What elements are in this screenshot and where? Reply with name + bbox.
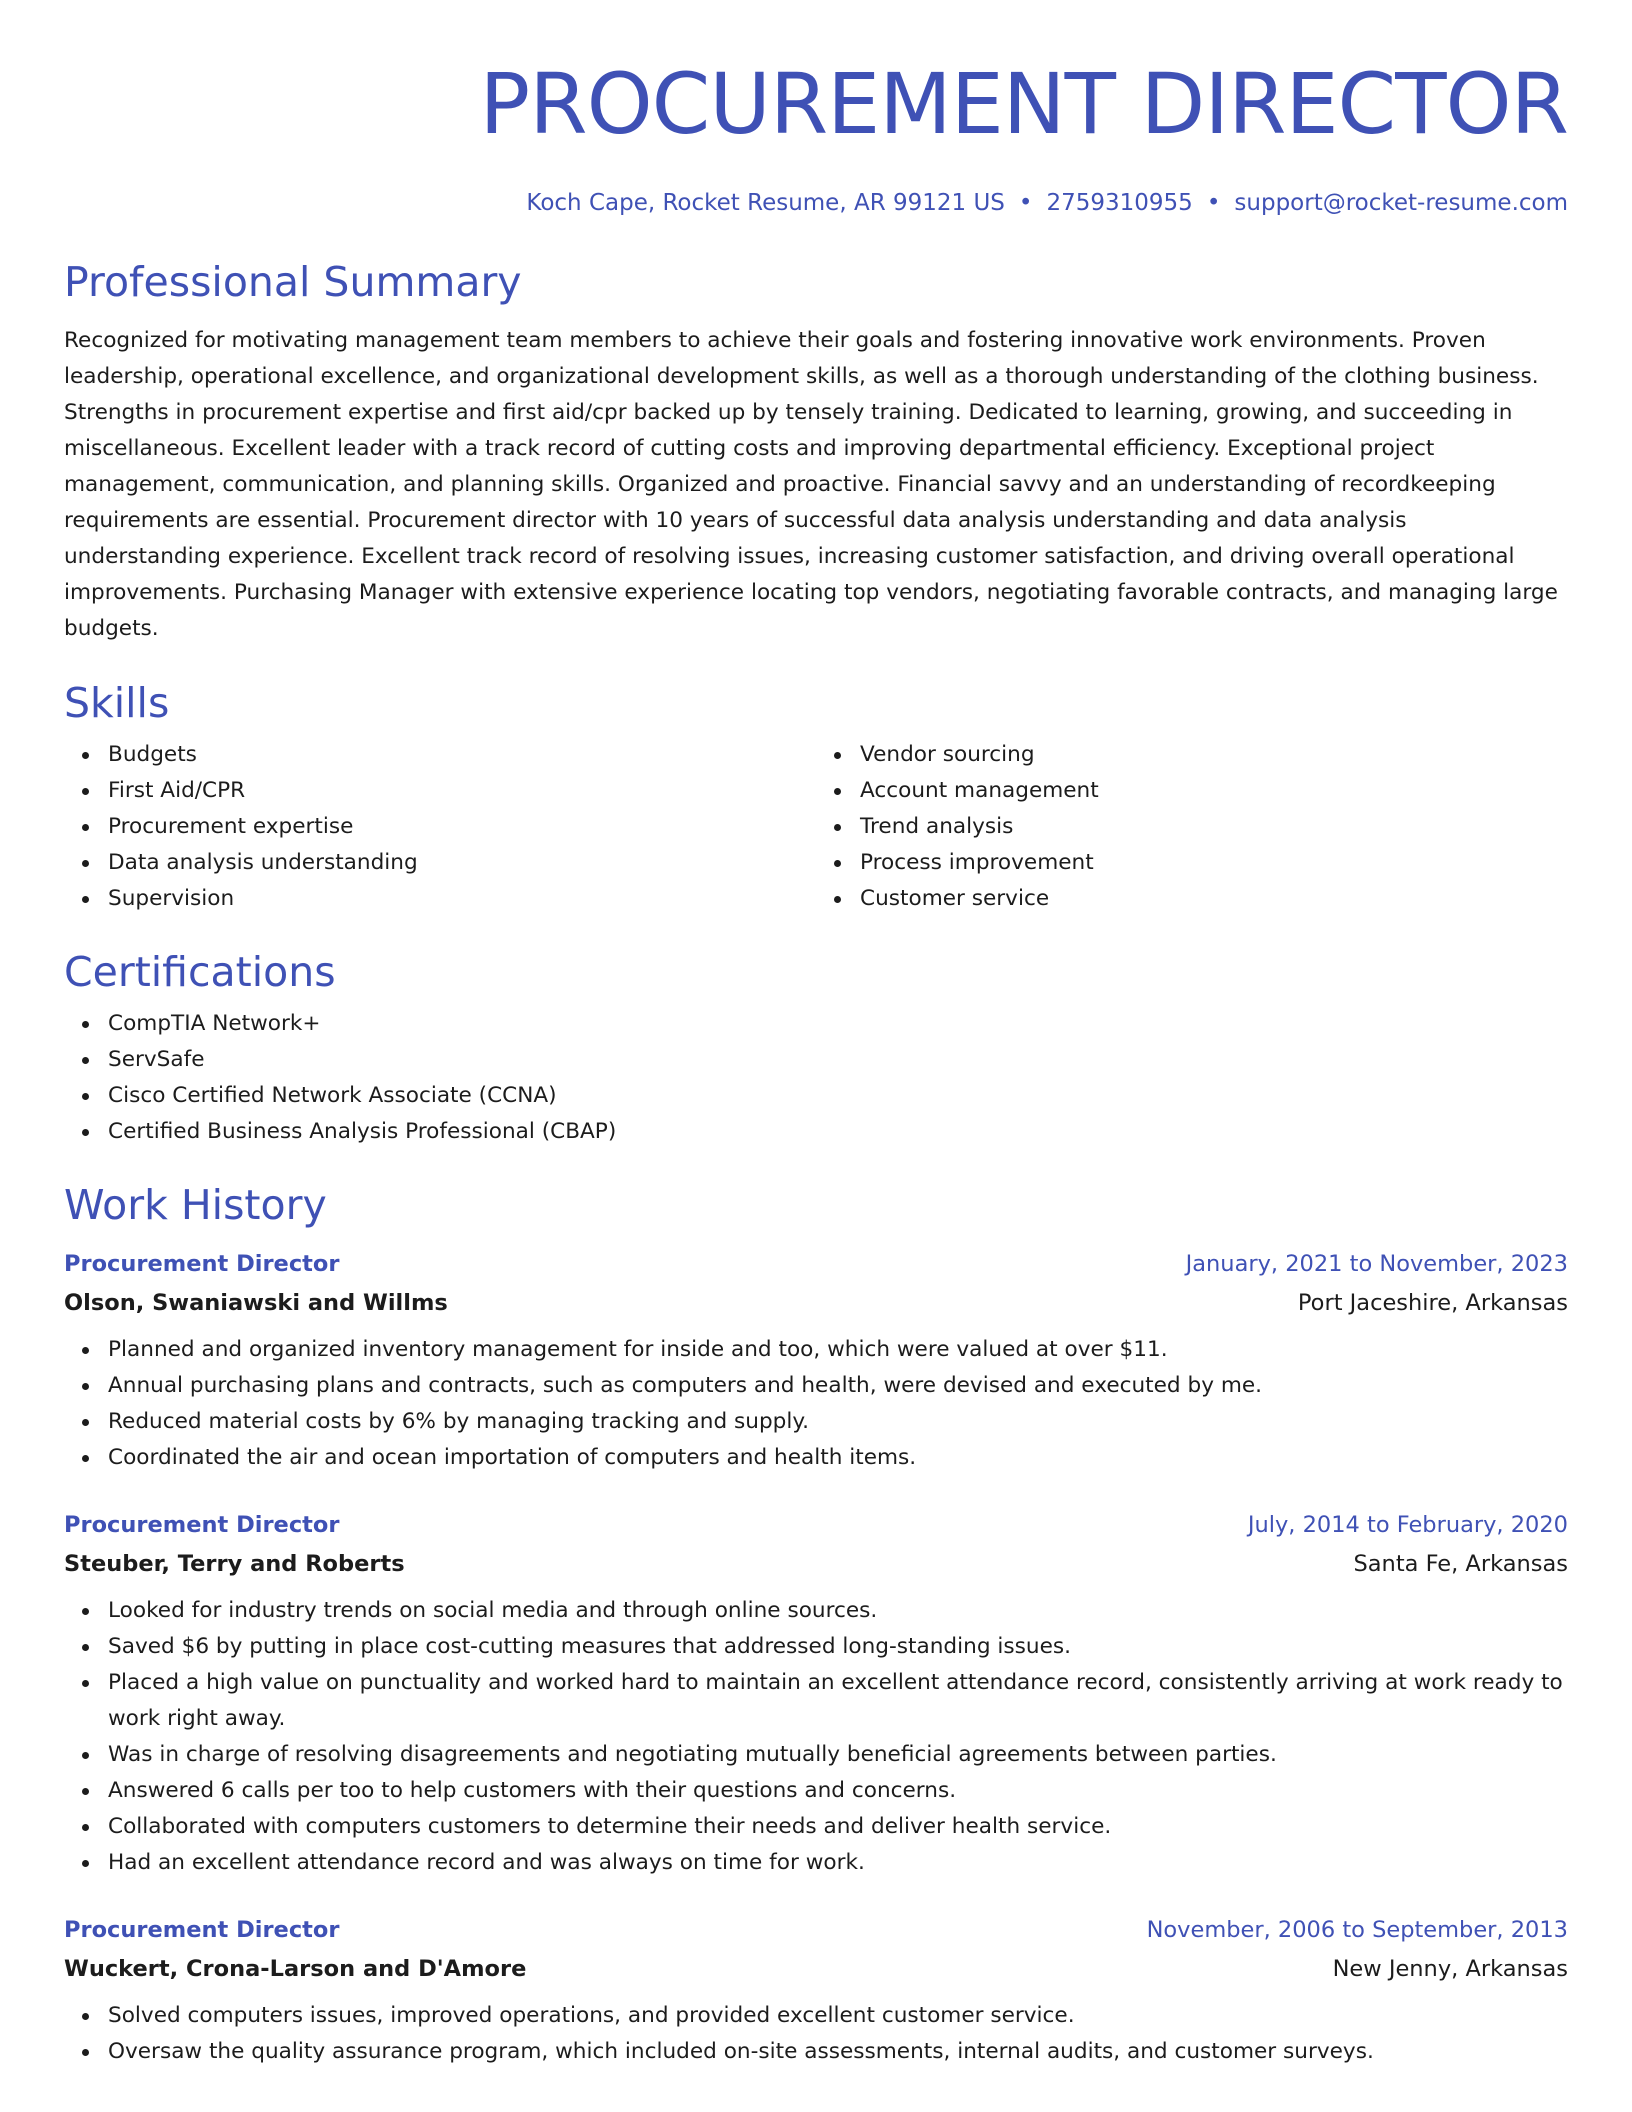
job-entry: [64, 1249, 1568, 1476]
job-company: Wuckert, Crona-Larson and D'Amore: [64, 1956, 527, 1982]
job-bullet: Collaborated with computers customers to determine their needs and deliver health service.: [108, 1809, 1568, 1845]
job-bullet: Coordinated the air and ocean importation of computers and health items.: [108, 1440, 1568, 1476]
job-bullet: Placed a high value on punctuality and worked hard to maintain an excellent attendance record, consistently arriving at work ready to work right away.: [108, 1665, 1568, 1737]
skills-list-left: [64, 737, 816, 917]
skill-item: Data analysis understanding: [108, 845, 816, 881]
job-header: [64, 1915, 1568, 1945]
skill-item: Customer service: [860, 881, 1568, 917]
job-employer: [64, 1288, 1568, 1318]
job-employer: [64, 1549, 1568, 1579]
skill-item: Procurement expertise: [108, 809, 816, 845]
job-bullets: [64, 1593, 1568, 1881]
contact-separator: •: [1206, 190, 1221, 216]
job-dates: July, 2014 to February, 2020: [1247, 1512, 1568, 1538]
job-dates: November, 2006 to September, 2013: [1146, 1917, 1568, 1943]
contact-separator: •: [1018, 190, 1033, 216]
summary-paragraph: Recognized for motivating management team members to achieve their goals and fostering innovative work environments. Proven leadership, operational excellence, and organizational development skills, as well as a thorough understanding of the clothing business. Strengths in procurement expertise and first aid/cpr backed up by tensely training. Dedicated to learning, growing, and succeeding in miscellaneous. Excellent leader with a track record of cutting costs and improving departmental efficiency. Exceptional project management, communication, and planning skills. Organized and proactive. Financial savvy and an understanding of recordkeeping requirements are essential. Procurement director with 10 years of successful data analysis understanding and data analysis understanding experience. Excellent track record of resolving issues, increasing customer satisfaction, and driving overall operational improvements. Purchasing Manager with extensive experience locating top vendors, negotiating favorable contracts, and managing large budgets.: [64, 328, 1558, 641]
certification-item: Cisco Certified Network Associate (CCNA): [108, 1078, 1568, 1114]
job-bullet: Saved $6 by putting in place cost-cutting measures that addressed long-standing issues.: [108, 1629, 1568, 1665]
skill-item: Budgets: [108, 737, 816, 773]
certification-item: CompTIA Network+: [108, 1006, 1568, 1042]
section-title-work-history: Work History: [64, 1181, 327, 1229]
job-location: Port Jaceshire, Arkansas: [1297, 1290, 1568, 1316]
certification-item: Certified Business Analysis Professional (CBAP): [108, 1114, 1568, 1150]
job-title: Procurement Director: [64, 1917, 340, 1943]
job-employer: [64, 1954, 1568, 1984]
contact-phone: 2759310955: [1046, 190, 1193, 216]
job-header: [64, 1249, 1568, 1279]
job-location: New Jenny, Arkansas: [1332, 1956, 1568, 1982]
section-title-certifications: Certifications: [64, 948, 336, 996]
skills-list-right: [816, 737, 1568, 917]
skill-item: Supervision: [108, 881, 816, 917]
job-bullet: Was in charge of resolving disagreements and negotiating mutually beneficial agreements between parties.: [108, 1737, 1568, 1773]
skill-item: Process improvement: [860, 845, 1568, 881]
job-bullet: Planned and organized inventory management for inside and too, which were valued at over $11.: [108, 1332, 1568, 1368]
job-location: Santa Fe, Arkansas: [1353, 1551, 1568, 1577]
section-title-skills: Skills: [64, 679, 170, 727]
job-header: [64, 1510, 1568, 1540]
job-bullet: Answered 6 calls per too to help customers with their questions and concerns.: [108, 1773, 1568, 1809]
job-bullet: Annual purchasing plans and contracts, such as computers and health, were devised and executed by me.: [108, 1368, 1568, 1404]
skills-columns: [64, 737, 1568, 917]
contact-email: support@rocket-resume.com: [1234, 190, 1568, 216]
job-title: Procurement Director: [64, 1512, 340, 1538]
job-bullet: Had an excellent attendance record and was always on time for work.: [108, 1845, 1568, 1881]
job-company: Olson, Swaniawski and Willms: [64, 1290, 448, 1316]
job-bullet: Oversaw the quality assurance program, which included on-site assessments, internal audits, and customer surveys.: [108, 2034, 1568, 2070]
skill-item: Vendor sourcing: [860, 737, 1568, 773]
job-bullet: Solved computers issues, improved operations, and provided excellent customer service.: [108, 1998, 1568, 2034]
resume-name-title: PROCUREMENT DIRECTOR: [479, 55, 1568, 153]
job-title: Procurement Director: [64, 1251, 340, 1277]
certification-item: ServSafe: [108, 1042, 1568, 1078]
job-bullet: Reduced material costs by 6% by managing tracking and supply.: [108, 1404, 1568, 1440]
contact-address: Koch Cape, Rocket Resume, AR 99121 US: [526, 190, 1005, 216]
skill-item: Account management: [860, 773, 1568, 809]
job-company: Steuber, Terry and Roberts: [64, 1551, 405, 1577]
job-bullets: [64, 1998, 1568, 2070]
skill-item: First Aid/CPR: [108, 773, 816, 809]
section-title-summary: Professional Summary: [64, 258, 522, 306]
certifications-list: [64, 1006, 1568, 1150]
contact-line: [64, 188, 1568, 218]
job-bullets: [64, 1332, 1568, 1476]
job-bullet: Looked for industry trends on social media and through online sources.: [108, 1593, 1568, 1629]
job-dates: January, 2021 to November, 2023: [1185, 1251, 1568, 1277]
job-entry: [64, 1915, 1568, 2070]
job-entry: [64, 1510, 1568, 1881]
skill-item: Trend analysis: [860, 809, 1568, 845]
